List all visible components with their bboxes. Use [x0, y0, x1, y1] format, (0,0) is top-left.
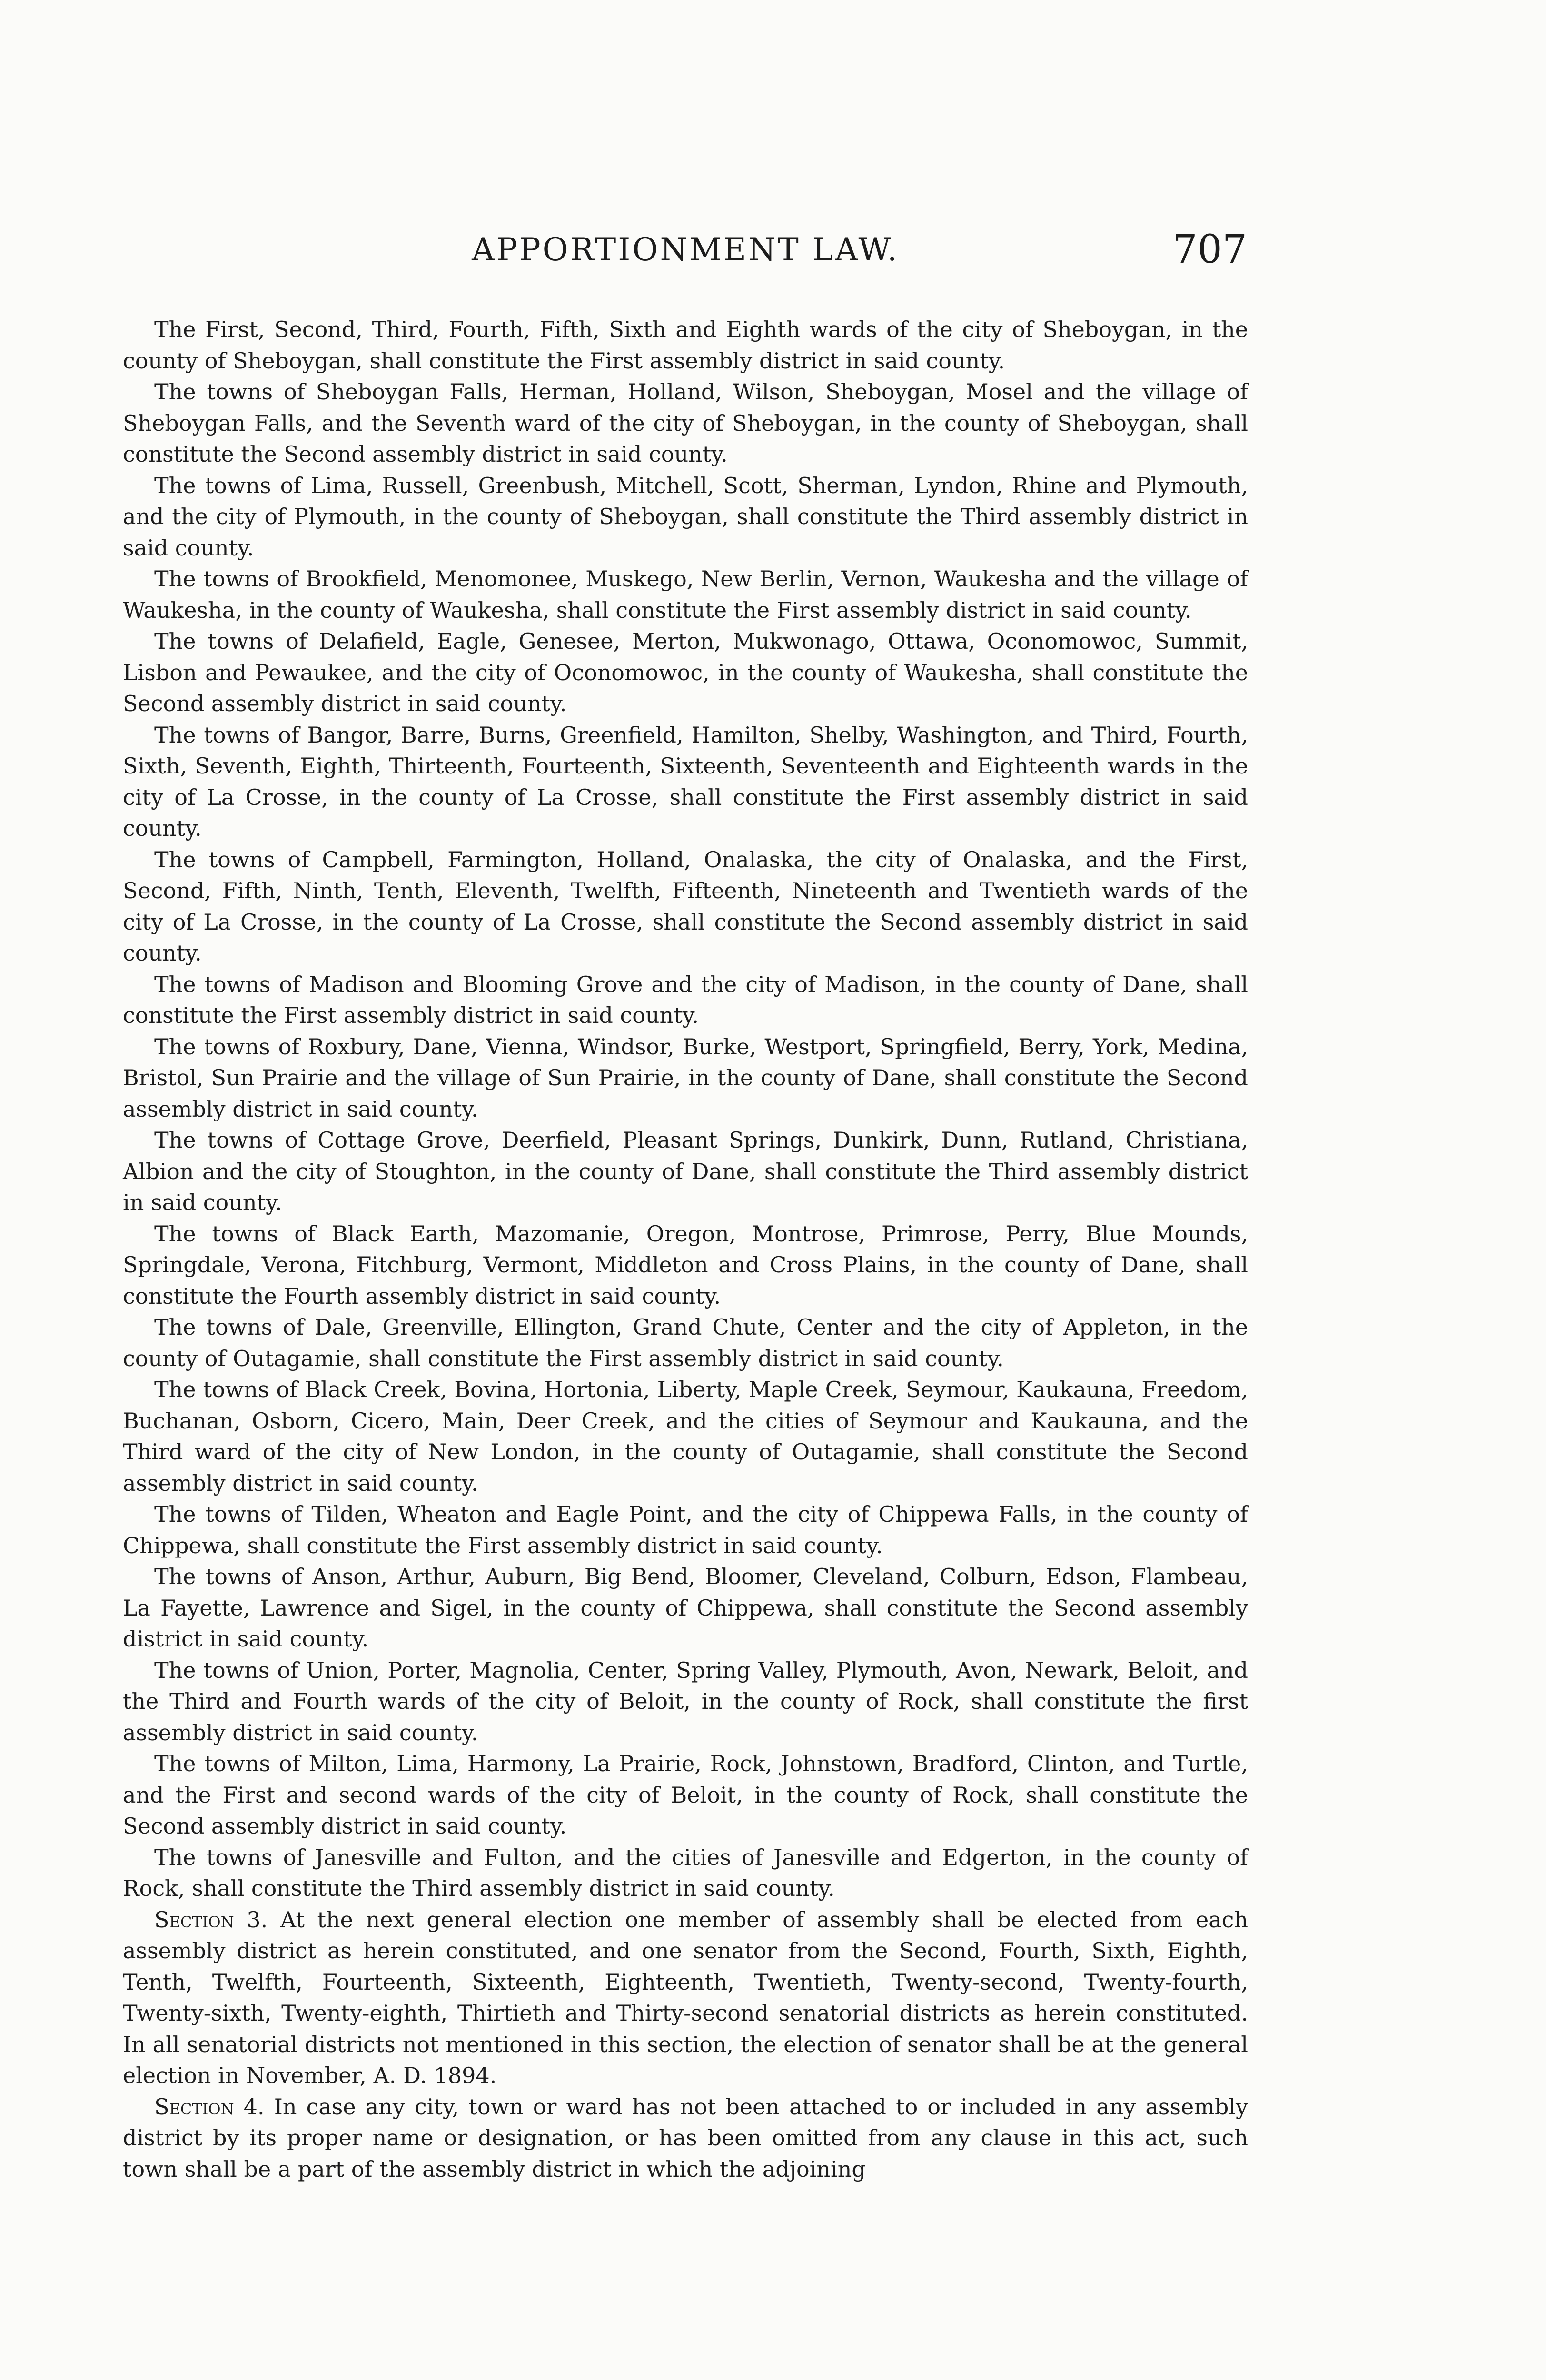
- section-label: Section 4.: [154, 2093, 265, 2120]
- paragraph-text: The towns of Black Creek, Bovina, Hortonia, Liberty, Maple Creek, Seymour, Kaukauna, Freedom, Buchanan, Osborn, Cicero, Main, Deer Creek, and the cities of Seymour and Kaukauna, and the Third ward of the city of New London, in the county of Outagamie, shall constitute the Second assembly district in said county.: [123, 1377, 1248, 1496]
- paragraph-text: The towns of Cottage Grove, Deerfield, Pleasant Springs, Dunkirk, Dunn, Rutland, Christiana, Albion and the city of Stoughton, in the county of Dane, shall constitute the Third assembly district in said county.: [123, 1127, 1248, 1215]
- paragraph: [123, 720, 1248, 844]
- paragraph-text: The towns of Delafield, Eagle, Genesee, Merton, Mukwonago, Ottawa, Oconomowoc, Summit, Lisbon and Pewaukee, and the city of Oconomowoc, in the county of Waukesha, shall constitute the Second assembly district in said county.: [123, 628, 1248, 716]
- paragraph: [123, 969, 1248, 1031]
- paragraph: [123, 1748, 1248, 1842]
- paragraph: [123, 314, 1248, 377]
- paragraph-text: The towns of Union, Porter, Magnolia, Center, Spring Valley, Plymouth, Avon, Newark, Beloit, and the Third and Fourth wards of the city of Beloit, in the county of Rock, shall constitute the first assembly district in said county.: [123, 1657, 1248, 1745]
- paragraph-text: The towns of Janesville and Fulton, and the cities of Janesville and Edgerton, in the county of Rock, shall constitute the Third assembly district in said county.: [123, 1844, 1248, 1901]
- paragraph: [123, 1219, 1248, 1312]
- paragraph: [123, 1561, 1248, 1655]
- paragraph-text: The towns of Sheboygan Falls, Herman, Holland, Wilson, Sheboygan, Mosel and the village of Sheboygan Falls, and the Seventh ward of the city of Sheboygan, in the county of Sheboygan, shall constitute the Second assembly district in said county.: [123, 379, 1248, 467]
- paragraph: [123, 1655, 1248, 1749]
- page-number: 707: [1172, 227, 1247, 272]
- paragraph-text: The towns of Bangor, Barre, Burns, Greenfield, Hamilton, Shelby, Washington, and Third, Fourth, Sixth, Seventh, Eighth, Thirteenth, Fourteenth, Sixteenth, Seventeenth and Eighteenth wards in the city of La Crosse, in the county of La Crosse, shall constitute the First assembly district in said county.: [123, 722, 1248, 841]
- paragraph-text: The towns of Brookfield, Menomonee, Muskego, New Berlin, Vernon, Waukesha and the village of Waukesha, in the county of Waukesha, shall constitute the First assembly district in said county.: [123, 566, 1248, 623]
- paragraph: [123, 1312, 1248, 1374]
- paragraph: [123, 1125, 1248, 1219]
- paragraph-text: The towns of Lima, Russell, Greenbush, Mitchell, Scott, Sherman, Lyndon, Rhine and Plymouth, and the city of Plymouth, in the county of Sheboygan, shall constitute the Third assembly district in said county.: [123, 472, 1248, 561]
- paragraph-text: The First, Second, Third, Fourth, Fifth, Sixth and Eighth wards of the city of Sheboygan, in the county of Sheboygan, shall constitute the First assembly district in said county.: [123, 317, 1248, 374]
- paragraph: [123, 626, 1248, 720]
- paragraph-text: The towns of Black Earth, Mazomanie, Oregon, Montrose, Primrose, Perry, Blue Mounds, Springdale, Verona, Fitchburg, Vermont, Middleton and Cross Plains, in the county of Dane, shall constitute the Fourth assembly district in said county.: [123, 1220, 1248, 1309]
- paragraph: [123, 1374, 1248, 1499]
- paragraph-text: The towns of Campbell, Farmington, Holland, Onalaska, the city of Onalaska, and the First, Second, Fifth, Ninth, Tenth, Eleventh, Twelfth, Fifteenth, Nineteenth and Twentieth wards of the city of La Crosse, in the county of La Crosse, shall constitute the Second assembly district in said county.: [123, 846, 1248, 966]
- paragraph: [123, 844, 1248, 969]
- paragraph: [123, 564, 1248, 626]
- running-head: [124, 224, 1247, 286]
- paragraph-text: The towns of Roxbury, Dane, Vienna, Windsor, Burke, Westport, Springfield, Berry, York, Medina, Bristol, Sun Prairie and the village of Sun Prairie, in the county of Dane, shall constitute the Second assembly district in said county.: [123, 1033, 1248, 1122]
- paragraph: [123, 1842, 1248, 1904]
- paragraph: [123, 1031, 1248, 1125]
- paragraph-text: In case any city, town or ward has not been attached to or included in any assembly district by its proper name or designation, or has been omitted from any clause in this act, such town shall be a part of the assembly district in which the adjoining: [123, 2093, 1249, 2182]
- paragraph: [123, 377, 1248, 470]
- paragraph: [123, 1499, 1248, 1561]
- paragraph-text: The towns of Anson, Arthur, Auburn, Big Bend, Bloomer, Cleveland, Colburn, Edson, Flambeau, La Fayette, Lawrence and Sigel, in the county of Chippewa, shall constitute the Second assembly district in said county.: [123, 1564, 1248, 1652]
- paragraph-text: The towns of Tilden, Wheaton and Eagle Point, and the city of Chippewa Falls, in the county of Chippewa, shall constitute the First assembly district in said county.: [123, 1501, 1248, 1558]
- section-label: Section 3.: [154, 1906, 268, 1933]
- paragraph-text: The towns of Madison and Blooming Grove and the city of Madison, in the county of Dane, shall constitute the First assembly district in said county.: [123, 971, 1248, 1028]
- body-text: [123, 314, 1248, 2185]
- section-paragraph: [123, 2092, 1248, 2185]
- paragraph-text: The towns of Milton, Lima, Harmony, La Prairie, Rock, Johnstown, Bradford, Clinton, and Turtle, and the First and second wards of the city of Beloit, in the county of Rock, shall constitute the Second assembly district in said county.: [123, 1751, 1248, 1839]
- paragraph-text: At the next general election one member of assembly shall be elected from each assembly district as herein constituted, and one senator from the Second, Fourth, Sixth, Eighth, Tenth, Twelfth, Fourteenth, Sixteenth, Eighteenth, Twentieth, Twenty-second, Twenty-fourth, Twenty-sixth, Twenty-eighth, Thirtieth and Thirty-second senatorial districts as herein constituted. In all senatorial districts not mentioned in this section, the election of senator shall be at the general election in November, A. D. 1894.: [123, 1906, 1248, 2088]
- paragraph-text: The towns of Dale, Greenville, Ellington, Grand Chute, Center and the city of Appleton, in the county of Outagamie, shall constitute the First assembly district in said county.: [123, 1314, 1248, 1371]
- paragraph: [123, 470, 1248, 564]
- section-paragraph: [123, 1904, 1248, 2092]
- page-title: APPORTIONMENT LAW.: [472, 231, 899, 268]
